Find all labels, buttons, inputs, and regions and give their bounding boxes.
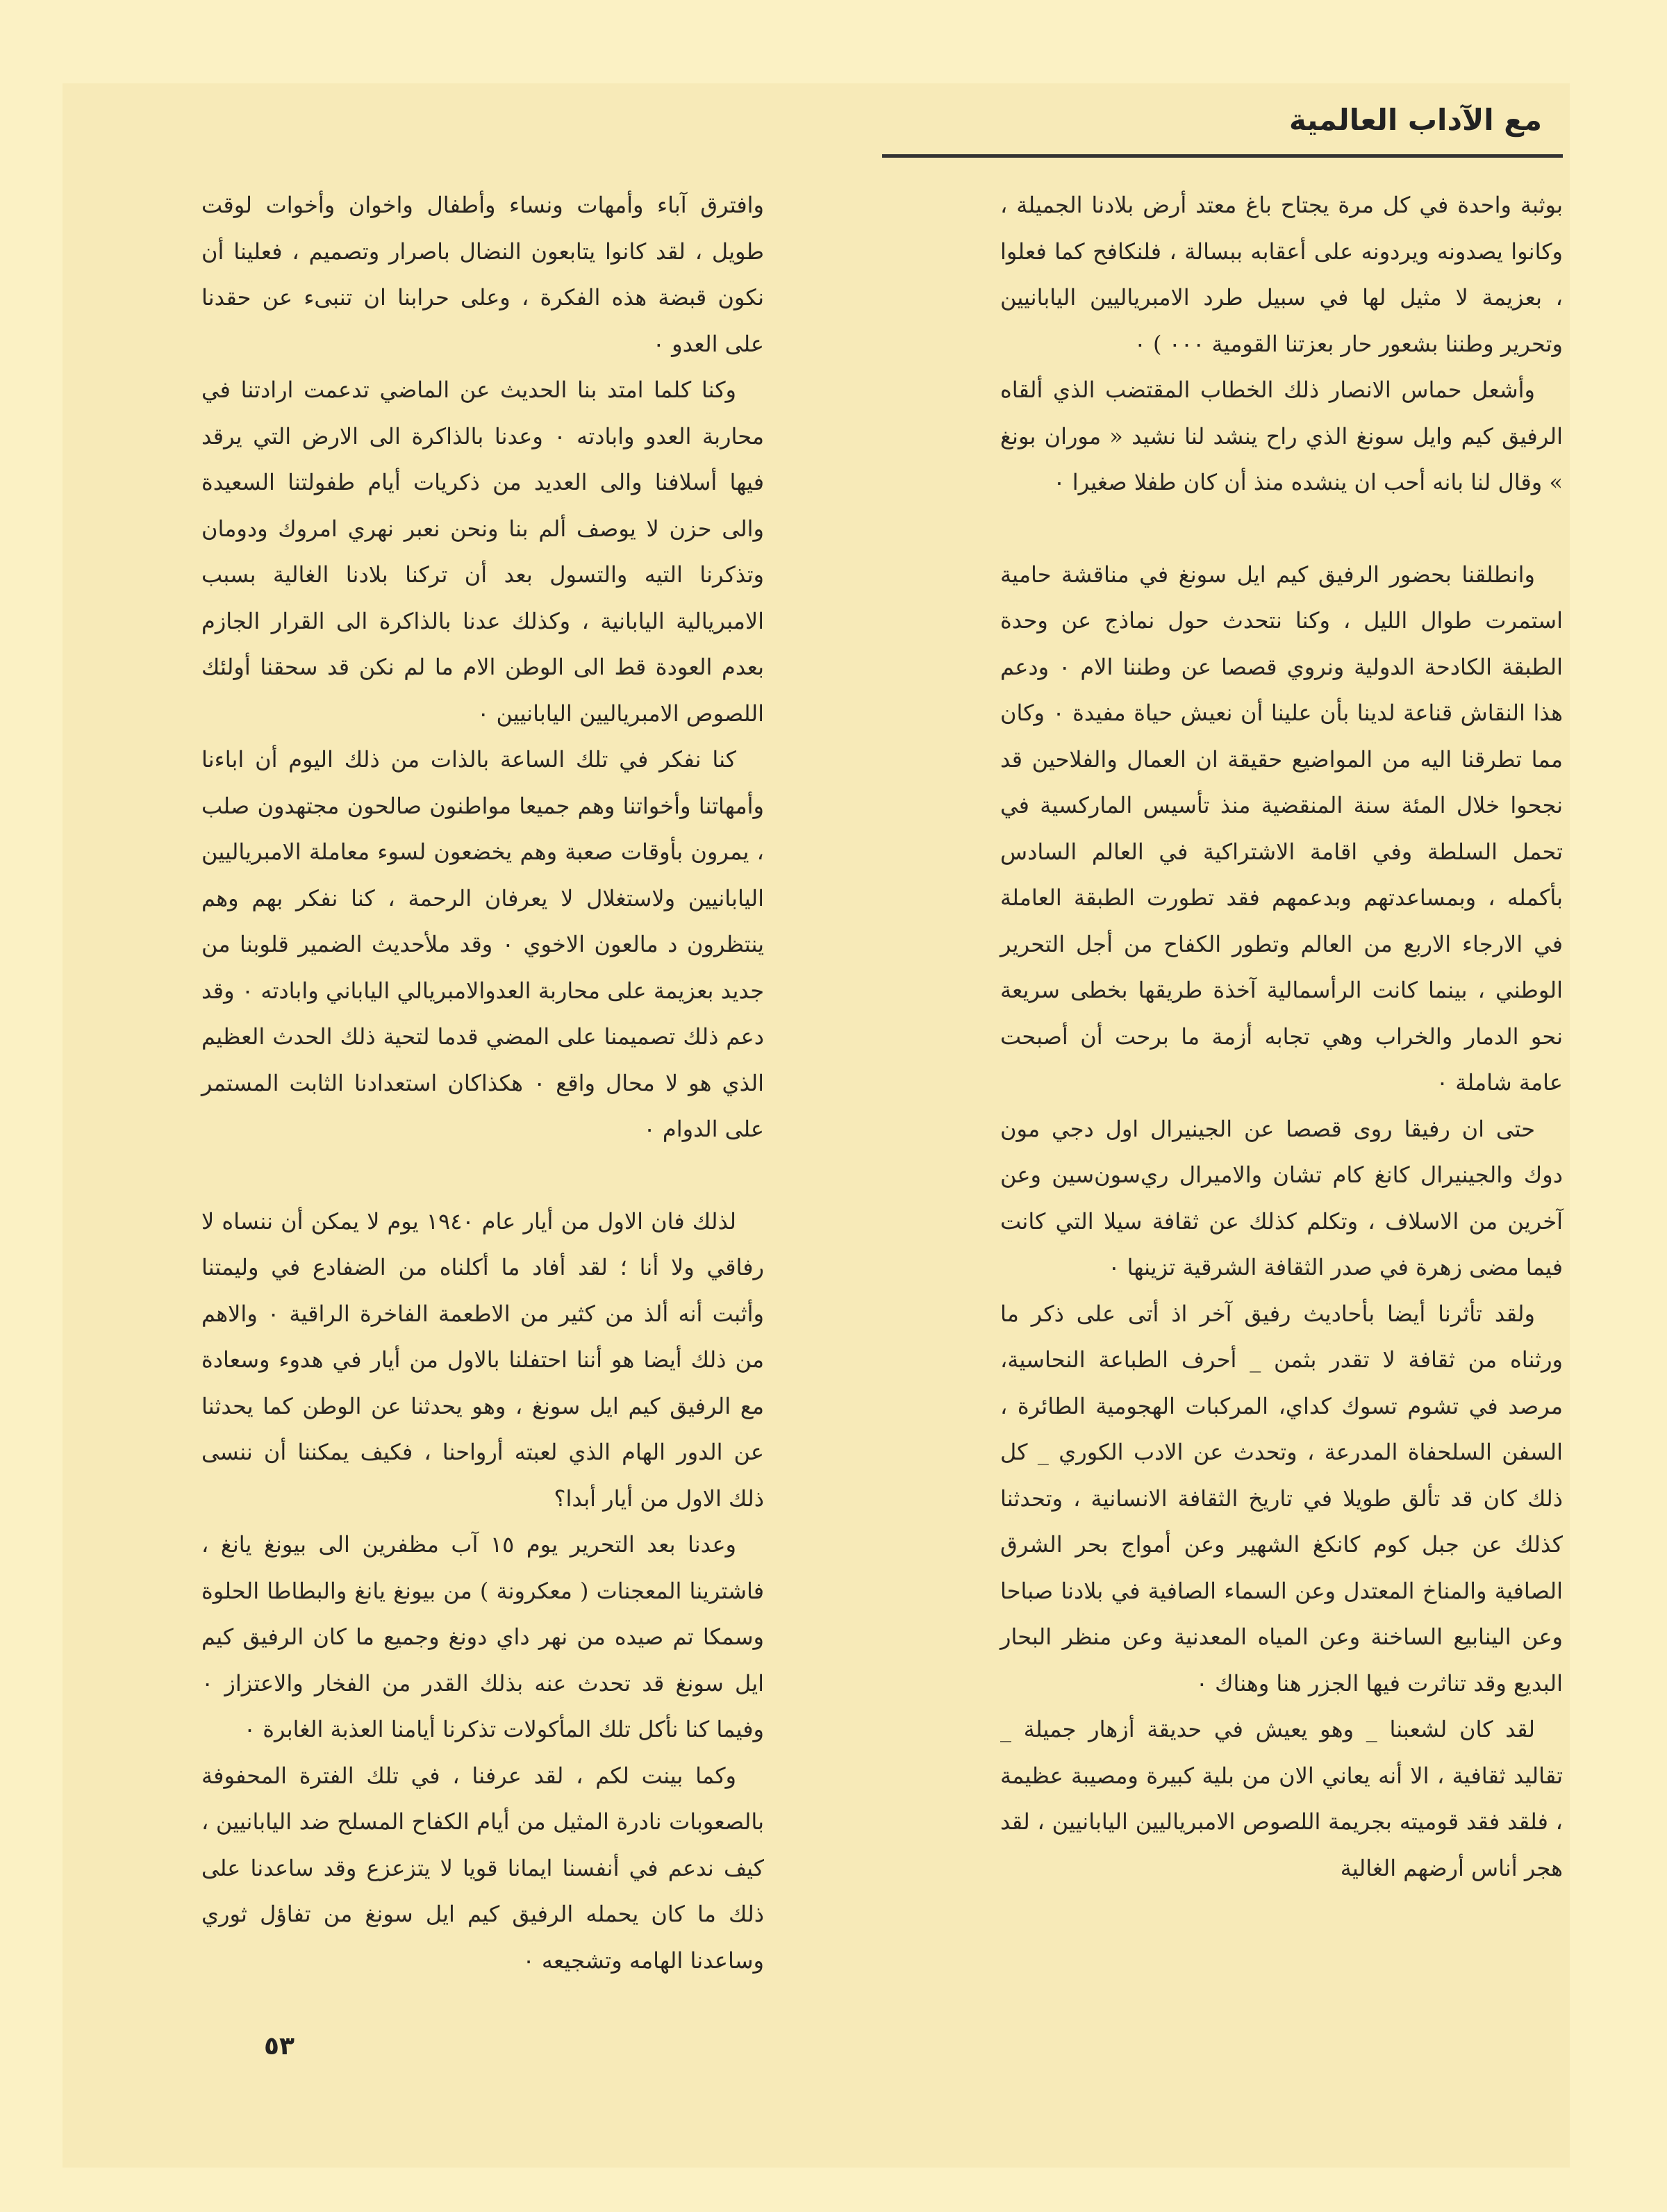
header-rule	[882, 154, 1563, 158]
paragraph: وافترق آباء وأمهات ونساء وأطفال واخوان وأخوات لوقت طويل ، لقد كانوا يتابعون النضال باصرار وتصميم ، فعلينا أن نكون قبضة هذه الفكرة ، وعلى حرابنا ان تنبىء عن حقدنا على العدو ٠	[201, 192, 765, 357]
paragraph: كنا نفكر في تلك الساعة بالذات من ذلك اليوم أن اباءنا وأمهاتنا وأخواتنا وهم جميعا مواطنون صالحون مجتهدون صلب ، يمرون بأوقات صعبة وهم يخضعون لسوء معاملة الامبرياليين اليابانيين ولاستغلال لا يعرفان الرحمة ، كنا نفكر بهم وهم ينتظرون د مالعون الاخوي ٠ وقد ملأحديث الضمير قلوبنا من جديد بعزيمة على محاربة العدوالامبريالي الياباني وابادته ٠ وقد دعم ذلك تصميمنا على المضي قدما لتحية ذلك الحدث العظيم الذي هو لا محال واقع ٠ هكذاكان استعدادنا الثابت المستمر على الدوام ٠	[201, 746, 765, 1142]
paragraph: حتى ان رفيقا روى قصصا عن الجينيرال اول دجي مون دوك والجينيرال كانغ كام تشان والاميرال ري‌سون‌سين وعن آخرين من الاسلاف ، وتكلم كذلك عن ثقافة سيلا التي كانت فيما مضى زهرة في صدر الثقافة الشرقية تزينها ٠	[1000, 1115, 1564, 1280]
paragraph: وكنا كلما امتد بنا الحديث عن الماضي تدعمت ارادتنا في محاربة العدو وابادته ٠ وعدنا بالذاكرة الى الارض التي يرقد فيها أسلافنا والى العديد من ذكريات أيام طفولتنا السعيدة والى حزن لا يوصف ألم بنا ونحن نعبر نهري امروك ودومان وتذكرنا التيه والتسول بعد أن تركنا بلادنا الغالية بسبب الامبريالية اليابانية ، وكذلك عدنا بالذاكرة الى القرار الجازم بعدم العودة قط الى الوطن الام ما لم نكن قد سحقنا أولئك اللصوص الامبرياليين اليابانيين ٠	[201, 377, 765, 727]
paragraph: لذلك فان الاول من أيار عام ١٩٤٠ يوم لا يمكن أن ننساه لا رفاقي ولا أنا ؛ لقد أفاد ما أكلناه من الضفادع في وليمتنا وأثبت أنه ألذ من كثير من الاطعمة الفاخرة الراقية ٠ والاهم من ذلك أيضا هو أننا احتفلنا بالاول من أيار في هدوء وسعادة مع الرفيق كيم ايل سونغ ، وهو يحدثنا عن الوطن كما يحدثنا عن الدور الهام الذي لعبته أرواحنا ، فكيف يمكننا أن ننسى ذلك الاول من أيار أبدا؟	[201, 1207, 765, 1512]
paragraph: ولقد تأثرنا أيضا بأحاديث رفيق آخر اذ أتى على ذكر ما ورثناه من ثقافة لا تقدر بثمن _ أحرف الطباعة النحاسية، مرصد في تشوم تسوك كداي، المركبات الهجومية الطائرة ، السفن السلحفاة المدرعة ، وتحدث عن الادب الكوري _ كل ذلك كان قد تألق طويلا في تاريخ الثقافة الانسانية ، وتحدثنا كذلك عن جبل كوم كانكغ الشهير وعن أمواج بحر الشرق الصافية والمناخ المعتدل وعن السماء الصافية في بلادنا صباحا وعن الينابيع الساخنة وعن المياه المعدنية وعن منظر البحار البديع وقد تناثرت فيها الجزر هنا وهناك ٠	[1000, 1300, 1564, 1697]
paragraph: وكما بينت لكم ، لقد عرفنا ، في تلك الفترة المحفوفة بالصعوبات نادرة المثيل من أيام الكفاح المسلح ضد اليابانيين ، كيف ندعم في أنفسنا ايمانا قويا لا يتزعزع وقد ساعدنا على ذلك ما كان يحمله الرفيق كيم ايل سونغ من تفاؤل ثوري وساعدنا الهامه وتشجيعه ٠	[201, 1762, 764, 1974]
paragraph: وعدنا بعد التحرير يوم ١٥ آب مظفرين الى بيونغ يانغ ، فاشترينا المعجنات ( معكرونة ) من بيونغ يانغ والبطاطا الحلوة وسمكا تم صيده من نهر داي دونغ وجميع ما كان الرفيق كيم ايل سونغ قد تحدث عنه بذلك القدر من الفخار والاعتزاز ٠ وفيما كنا نأكل تلك المأكولات تذكرنا أيامنا العذبة الغابرة ٠	[201, 1531, 765, 1742]
running-title: مع الآداب العالمية	[1289, 103, 1542, 137]
left-column	[201, 182, 764, 1983]
paragraph: بوثبة واحدة في كل مرة يجتاح باغ معتد أرض بلادنا الجميلة ، وكانوا يصدونه ويردونه على أعقابه ببسالة ، فلنكافح كما فعلوا ، بعزيمة لا مثيل لها في سبيل طرد الامبرياليين اليابانيين وتحرير وطننا بشعور حار بعزتنا القومية ٠٠٠ ) ٠	[1000, 192, 1563, 357]
page-number: ٥٣	[264, 2032, 295, 2061]
paragraph: لقد كان لشعبنا _ وهو يعيش في حديقة أزهار جميلة _ تقاليد ثقافية ، الا أنه يعاني الان من بلية كبيرة ومصيبة عظيمة ، فلقد فقد قوميته بجريمة اللصوص الامبرياليين اليابانيين ، لقد هجر أناس أرضهم الغالية	[1000, 1716, 1563, 1881]
right-column	[1000, 182, 1563, 1891]
paragraph: وانطلقنا بحضور الرفيق كيم ايل سونغ في مناقشة حامية استمرت طوال الليل ، وكنا نتحدث حول نماذج عن وحدة الطبقة الكادحة الدولية ونروي قصصا عن وطننا الام ٠ ودعم هذا النقاش قناعة لدينا بأن علينا أن نعيش حياة مفيدة ٠ وكان مما تطرقنا اليه من المواضيع حقيقة ان العمال والفلاحين قد نجحوا خلال المئة سنة المنقضية منذ تأسيس الماركسية في تحمل السلطة وفي اقامة الاشتراكية في العالم السادس بأكمله ، وبمساعدتهم وبدعمهم فقد تطورت الطبقة العاملة في الارجاء الاربع من العالم وتطور الكفاح من أجل التحرير الوطني ، بينما كانت الرأسمالية آخذة طريقها بخطى سريعة نحو الدمار والخراب وهي تجابه أزمة ما برحت أن أصبحت عامة شاملة ٠	[1000, 561, 1564, 1096]
paragraph: وأشعل حماس الانصار ذلك الخطاب المقتضب الذي ألقاه الرفيق كيم وايل سونغ الذي راح ينشد لنا نشيد « موران بونغ » وقال لنا بانه أحب ان ينشده منذ أن كان طفلا صغيرا ٠	[1000, 377, 1563, 495]
